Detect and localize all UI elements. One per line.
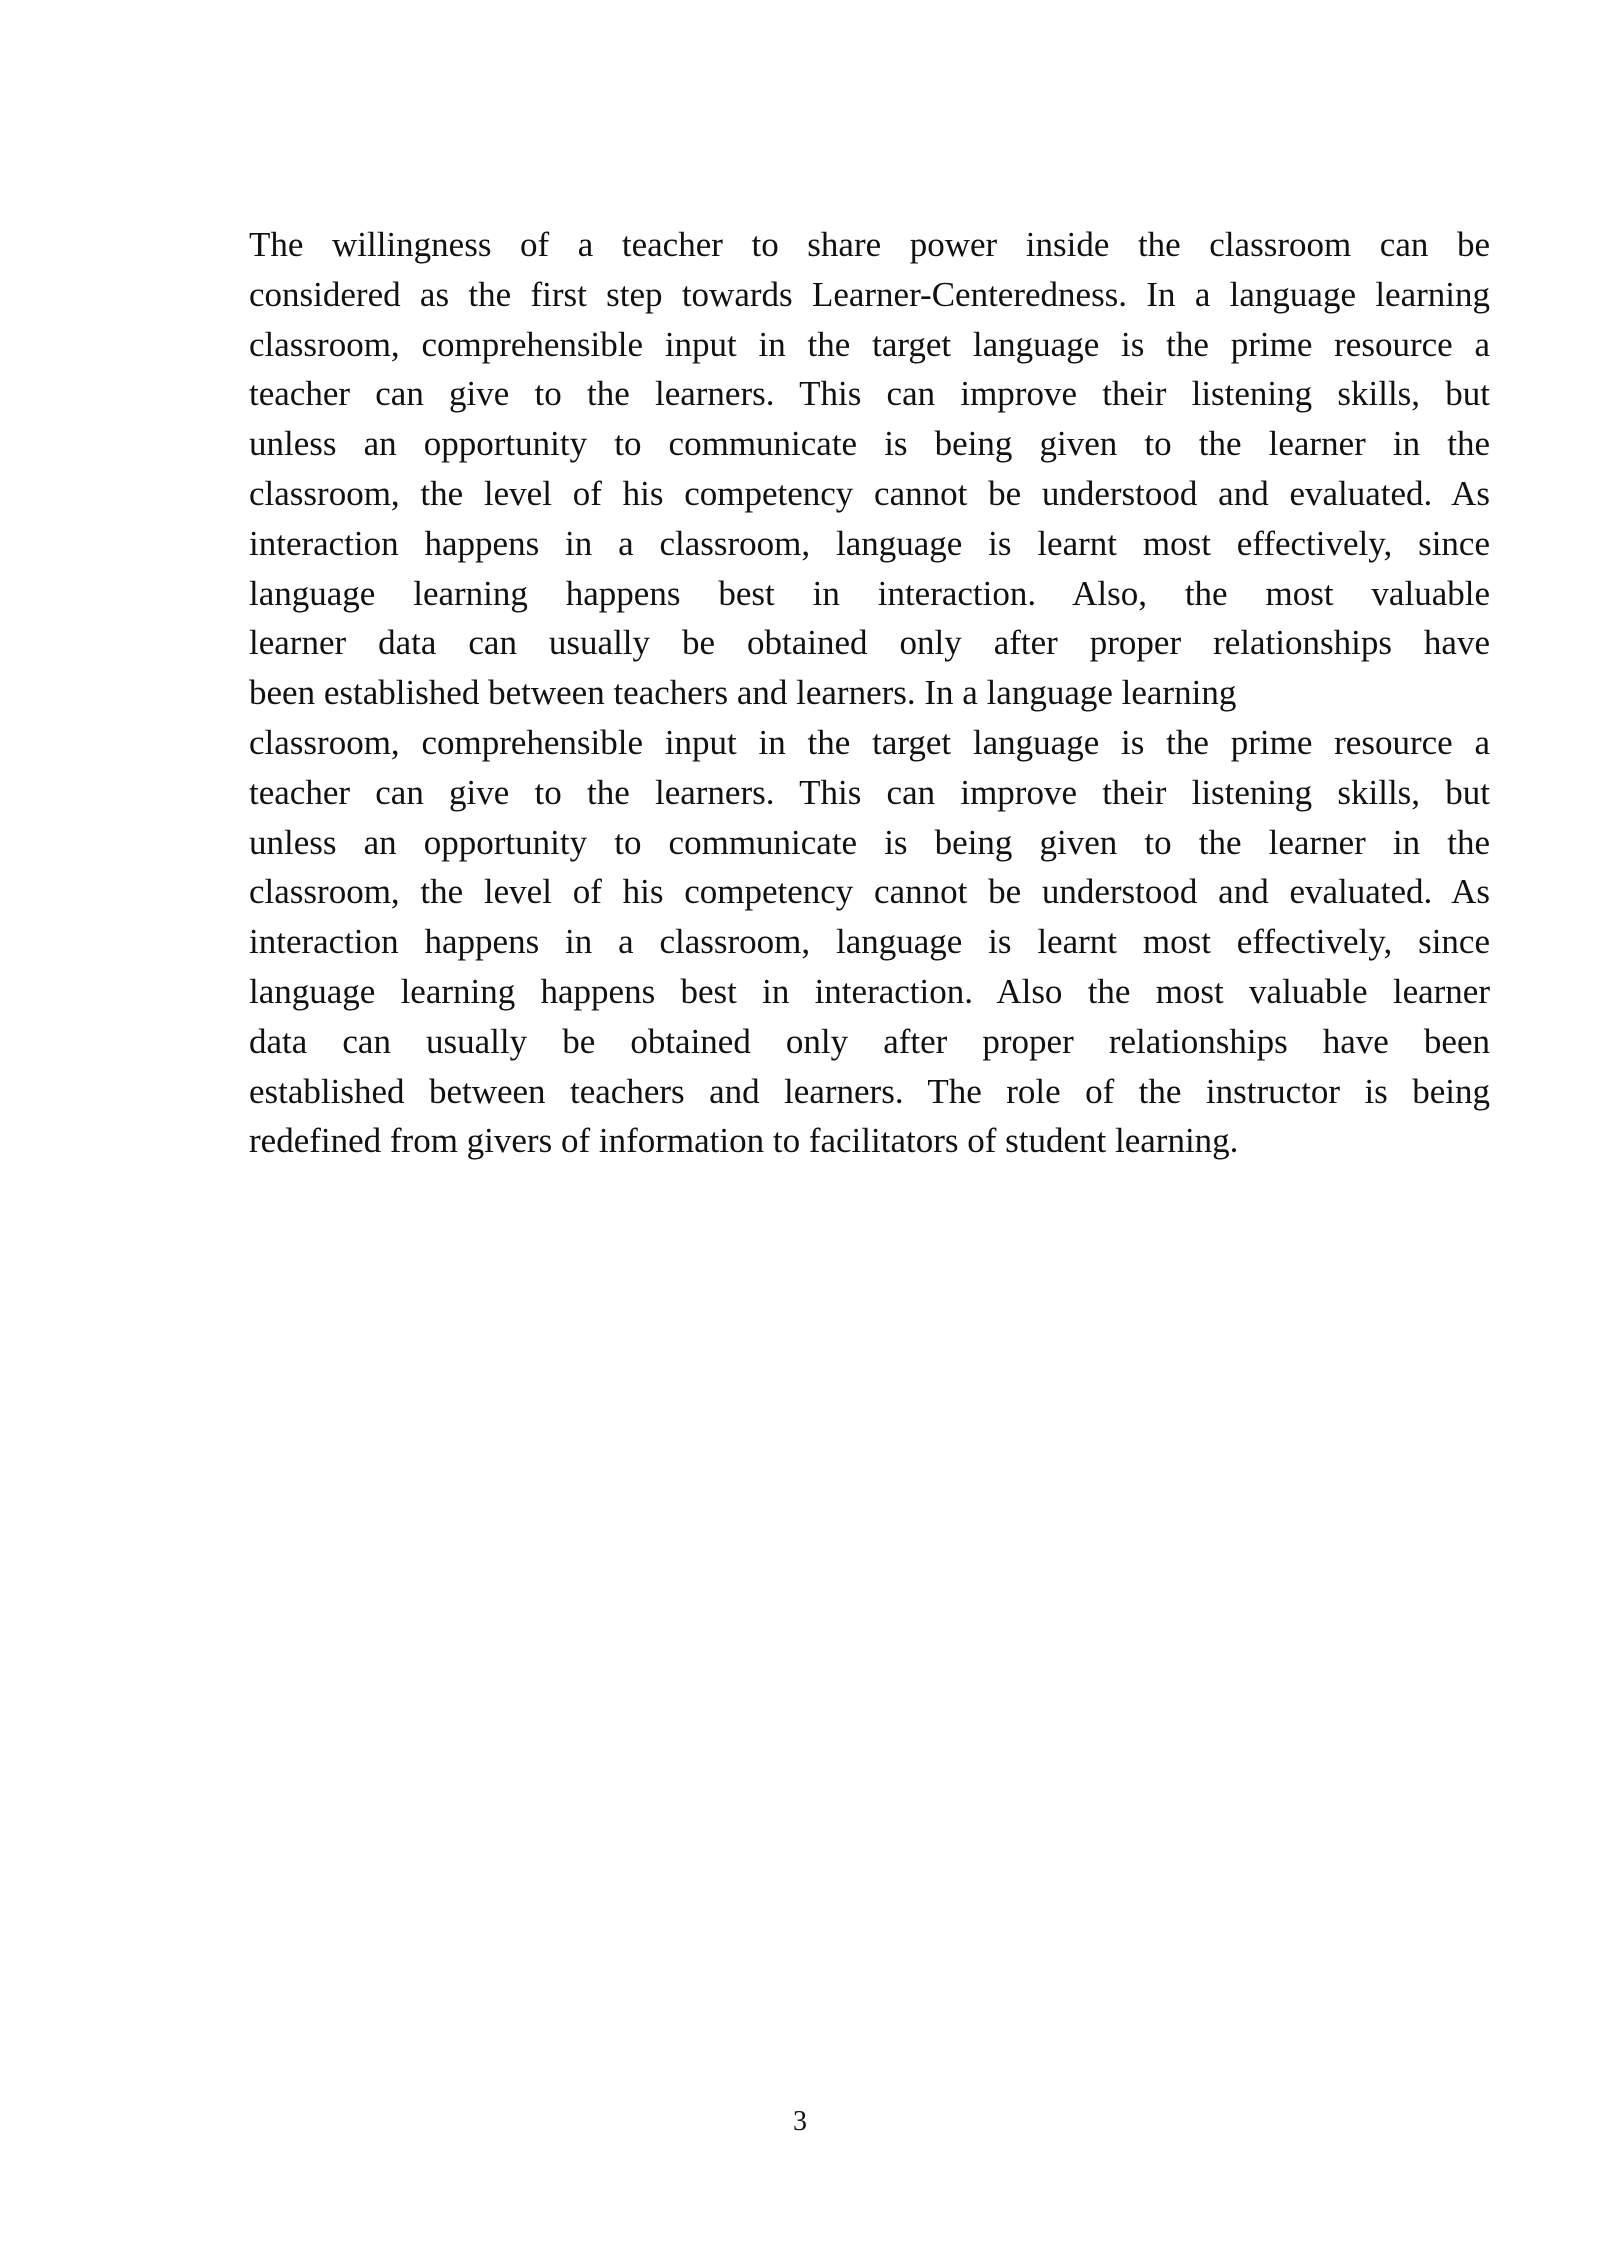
paragraph-line: language learning happens best in interaction. Also, the most valuable: [249, 573, 1490, 613]
paragraph-line: classroom, the level of his competency cannot be understood and evaluated. As: [249, 872, 1490, 912]
paragraph-line: established between teachers and learners. The role of the instructor is being: [249, 1071, 1490, 1111]
paragraph-line: unless an opportunity to communicate is being given to the learner in the: [249, 424, 1490, 464]
page-number: 3: [793, 2106, 807, 2137]
paragraph-line: classroom, comprehensible input in the target language is the prime resource a: [249, 722, 1490, 762]
paragraph-line: teacher can give to the learners. This can improve their listening skills, but: [249, 374, 1490, 414]
body-paragraph: [249, 220, 1490, 1166]
paragraph-line: classroom, the level of his competency cannot be understood and evaluated. As: [249, 473, 1490, 513]
paragraph-line: data can usually be obtained only after proper relationships have been: [249, 1021, 1490, 1061]
paragraph-line: classroom, comprehensible input in the target language is the prime resource a: [249, 324, 1490, 364]
paragraph-line: redefined from givers of information to facilitators of student learning.: [249, 1121, 1239, 1161]
paragraph-line: been established between teachers and learners. In a language learning: [249, 673, 1237, 713]
paragraph-line: language learning happens best in interaction. Also the most valuable learner: [249, 971, 1490, 1011]
paragraph-line: interaction happens in a classroom, language is learnt most effectively, since: [249, 523, 1490, 563]
paragraph-line: considered as the first step towards Learner-Centeredness. In a language learning: [249, 274, 1490, 314]
paragraph-line: The willingness of a teacher to share power inside the classroom can be: [249, 225, 1490, 264]
paragraph-line: learner data can usually be obtained only after proper relationships have: [249, 623, 1490, 663]
paragraph-line: teacher can give to the learners. This can improve their listening skills, but: [249, 772, 1490, 812]
paragraph-line: interaction happens in a classroom, language is learnt most effectively, since: [249, 922, 1490, 962]
paragraph-line: unless an opportunity to communicate is being given to the learner in the: [249, 822, 1490, 862]
